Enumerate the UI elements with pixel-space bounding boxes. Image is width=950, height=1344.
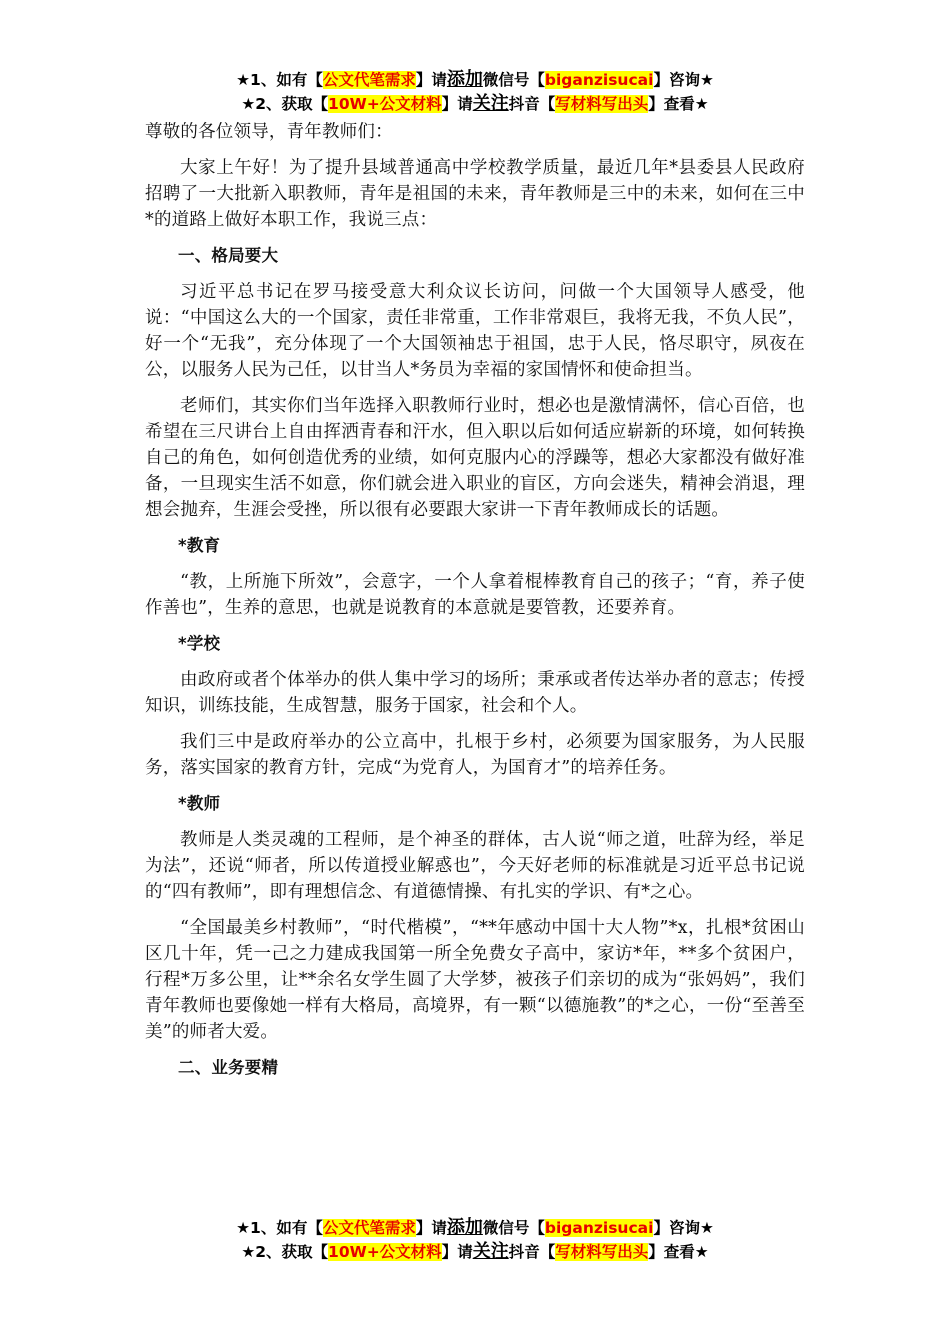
promo-line-1: [0, 1216, 950, 1240]
document-body: [145, 119, 805, 1091]
subsection-heading: *教育: [178, 536, 221, 555]
promo-text: 抖音【: [508, 95, 556, 113]
promo-banner-top: [0, 68, 950, 116]
promo-text: 】查看★: [648, 95, 709, 113]
promo-line-1: [0, 68, 950, 92]
promo-emphasis: 添加: [446, 1217, 483, 1238]
promo-banner-bottom: [0, 1216, 950, 1264]
promo-text: 】请: [441, 1243, 473, 1261]
promo-text: 微信号【: [482, 71, 545, 89]
salutation: 尊敬的各位领导，青年教师们：: [145, 122, 393, 142]
paragraph: 习近平总书记在罗马接受意大利众议长访问，问做一个大国领导人感受，他说：“中国这么大的一个国家，责任非常重，工作非常艰巨，我将无我，不负人民”，好一个“无我”，充分体现了一个大国领袖忠于祖国，忠于人民，恪尽职守，夙夜在公，以服务人民为己任，以甘当人*务员为幸福的家国情怀和使命担当。: [145, 282, 805, 380]
promo-highlight: 公文代笔需求: [322, 71, 416, 89]
promo-highlight: 10W+公文材料: [328, 95, 442, 113]
section-heading: 一、格局要大: [178, 246, 279, 265]
promo-line-2: [0, 92, 950, 116]
paragraph: “全国最美乡村教师”，“时代楷模”，“**年感动中国十大人物”*x，扎根*贫困山区几十年，凭一己之力建成我国第一所全免费女子高中，家访*年，**多个贫困户，行程*万多公里，让**余名女学生圆了大学梦，被孩子们亲切的成为“张妈妈”，我们青年教师也要像她一样有大格局，高境界，有一颗“以德施教”的*之心，一份“至善至美”的师者大爱。: [145, 918, 805, 1042]
promo-text: 】咨询★: [653, 71, 714, 89]
promo-highlight: 公文代笔需求: [322, 1219, 416, 1237]
subsection-heading: *教师: [178, 794, 221, 813]
promo-text: ★1、如有【: [236, 71, 323, 89]
paragraph: 教师是人类灵魂的工程师，是个神圣的群体，古人说“师之道，吐辞为经，举足为法”，还说“师者，所以传道授业解惑也”，今天好老师的标准就是习近平总书记说的“四有教师”，即有理想信念、有道德情操、有扎实的学识、有*之心。: [145, 830, 805, 902]
promo-text: ★2、获取【: [241, 1243, 329, 1261]
promo-text: ★1、如有【: [236, 1219, 323, 1237]
promo-highlight: biganzisucai: [544, 1219, 654, 1237]
promo-emphasis: 关注: [472, 93, 509, 114]
promo-highlight: biganzisucai: [544, 71, 654, 89]
promo-text: 】咨询★: [653, 1219, 714, 1237]
promo-emphasis: 关注: [472, 1241, 509, 1262]
promo-highlight: 10W+公文材料: [328, 1243, 442, 1261]
promo-text: 】查看★: [648, 1243, 709, 1261]
paragraph: 老师们，其实你们当年选择入职教师行业时，想必也是激情满怀，信心百倍，也希望在三尺讲台上自由挥洒青春和汗水，但入职以后如何适应崭新的环境，如何转换自己的角色，如何创造优秀的业绩，如何克服内心的浮躁等，想必大家都没有做好准备，一旦现实生活不如意，你们就会进入职业的盲区，方向会迷失，精神会消退，理想会抛弃，生涯会受挫，所以很有必要跟大家讲一下青年教师成长的话题。: [145, 396, 805, 520]
paragraph: “教，上所施下所效”，会意字，一个人拿着棍棒教育自己的孩子；“育，养子使作善也”，生养的意思，也就是说教育的本意就是要管教，还要养育。: [145, 572, 805, 618]
paragraph: 由政府或者个体举办的供人集中学习的场所；秉承或者传达举办者的意志；传授知识，训练技能，生成智慧，服务于国家，社会和个人。: [145, 670, 805, 716]
promo-text: 微信号【: [482, 1219, 545, 1237]
section-heading: 二、业务要精: [178, 1058, 279, 1077]
subsection-heading: *学校: [178, 634, 221, 653]
promo-emphasis: 添加: [446, 69, 483, 90]
promo-text: 抖音【: [508, 1243, 556, 1261]
promo-line-2: [0, 1240, 950, 1264]
paragraph: 大家上午好！为了提升县域普通高中学校教学质量，最近几年*县委县人民政府招聘了一大批新入职教师，青年是祖国的未来，青年教师是三中的未来，如何在三中*的道路上做好本职工作，我说三点：: [145, 158, 805, 230]
promo-highlight: 写材料写出头: [555, 95, 649, 113]
promo-text: 】请: [415, 71, 447, 89]
promo-text: 】请: [441, 95, 473, 113]
promo-text: 】请: [415, 1219, 447, 1237]
paragraph: 我们三中是政府举办的公立高中，扎根于乡村，必须要为国家服务，为人民服务，落实国家的教育方针，完成“为党育人，为国育才”的培养任务。: [145, 732, 805, 778]
promo-highlight: 写材料写出头: [555, 1243, 649, 1261]
promo-text: ★2、获取【: [241, 95, 329, 113]
